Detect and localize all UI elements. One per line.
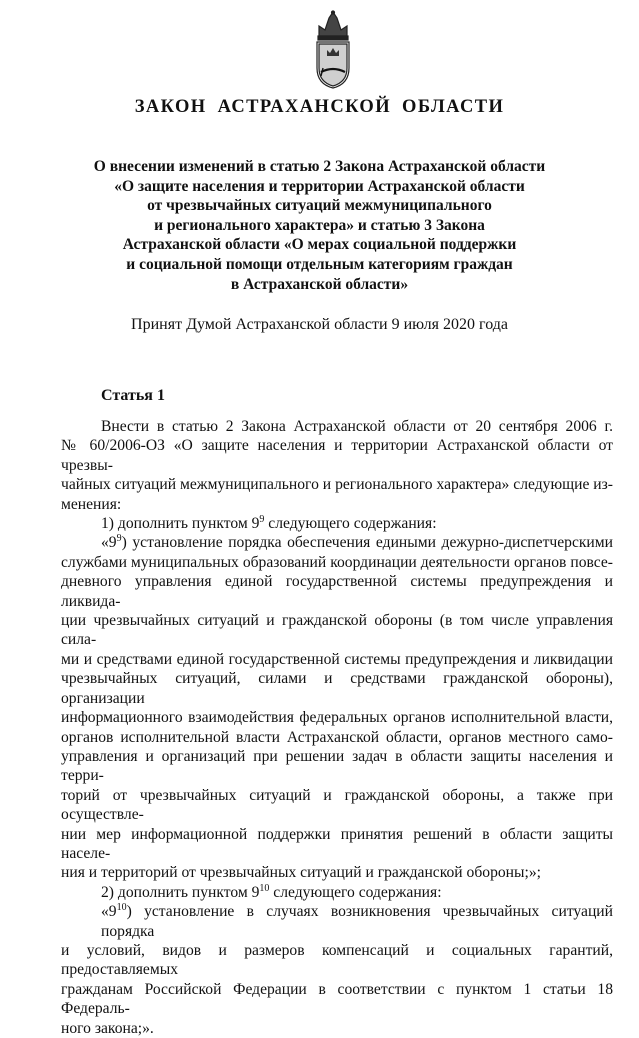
subject-line: «О защите населения и территории Астраханской области [114, 177, 525, 195]
paragraph-line: гражданам Российской Федерации в соответствии с пунктом 1 статьи 18 Федераль- [61, 980, 613, 1018]
item-text: 2) дополнить пунктом 9 [101, 883, 260, 901]
quote-open: «9 [101, 534, 117, 552]
law-subject-title [60, 157, 579, 294]
paragraph-line: торий от чрезвычайных ситуаций и гражданской обороны, а также при осуществле- [61, 786, 613, 824]
subject-line: Астраханской области «О мерах социальной поддержки [122, 236, 517, 254]
subject-line: от чрезвычайных ситуаций межмуниципального [147, 197, 492, 215]
item-superscript: 9 [259, 514, 265, 526]
paragraph-line: органов исполнительной власти Астраханской области, органов местного само- [61, 728, 613, 746]
paragraph-line: № 60/2006-ОЗ «О защите населения и территории Астраханской области от чрезвы- [61, 437, 613, 474]
item-text: ) установление порядка обеспечения едиными дежурно-диспетчерскими [121, 534, 613, 552]
subject-line: в Астраханской области» [230, 275, 409, 293]
paragraph-line: чайных ситуаций межмуниципального и регионального характера» следующие из- [61, 476, 613, 494]
law-title: ЗАКОН АСТРАХАНСКОЙ ОБЛАСТИ [134, 97, 505, 117]
paragraph-line: чрезвычайных ситуаций, силами и средствами гражданской обороны), организации [61, 670, 613, 707]
paragraph-line: информационного взаимодействия федеральных органов исполнительной власти, [61, 709, 613, 727]
paragraph-line: управления и организаций при решении задач в области защиты населения и терри- [61, 747, 613, 785]
item-superscript: 10 [259, 882, 270, 894]
paragraph-line [61, 533, 613, 552]
amendment-item-1 [61, 514, 613, 533]
subject-line: О внесении изменений в статью 2 Закона Астраханской области [93, 158, 546, 175]
paragraph-line: ния и территорий от чрезвычайных ситуаций и гражданской обороны;»; [61, 864, 541, 882]
paragraph-line [61, 902, 613, 941]
paragraph-line: нии мер информационной поддержки принятия решений в области защиты населе- [61, 825, 613, 862]
subject-line: и социальной помощи отдельным категориям граждан [126, 255, 513, 273]
subject-line: и регионального характера» и статью 3 Закона [154, 216, 485, 234]
coat-of-arms-emblem [305, 10, 361, 90]
quote-open: «9 [101, 903, 117, 921]
paragraph-line: ми и средствами единой государственной системы предупреждения и ликвидации [61, 650, 613, 668]
paragraph-line: менения: [61, 495, 122, 513]
item-text: следующего содержания: [264, 515, 437, 533]
paragraph-line: дневного управления единой государственной системы предупреждения и ликвида- [61, 573, 613, 610]
adoption-statement: Принят Думой Астраханской области 9 июля 2020 года [131, 316, 508, 333]
paragraph-line: службами муниципальных образований координации деятельности органов повсе- [61, 553, 613, 571]
item-text: ) установление в случаях возникновения чрезвычайных ситуаций порядка [101, 903, 613, 940]
item-text: следующего содержания: [269, 883, 442, 901]
paragraph-line: Внести в статью 2 Закона Астраханской области от 20 сентября 2006 г. [101, 418, 613, 435]
paragraph-line: и условий, видов и размеров компенсаций и социальных гарантий, предоставляемых [61, 941, 613, 979]
paragraph-line: ции чрезвычайных ситуаций и гражданской обороны (в том числе управления сила- [61, 612, 613, 649]
item-superscript: 9 [116, 533, 122, 545]
item-superscript: 10 [116, 902, 127, 914]
article-body [61, 417, 613, 1038]
paragraph-line: ного закона;». [61, 1019, 154, 1037]
article-heading: Статья 1 [101, 387, 165, 404]
amendment-item-2 [61, 883, 613, 902]
item-text: 1) дополнить пунктом 9 [101, 515, 260, 533]
